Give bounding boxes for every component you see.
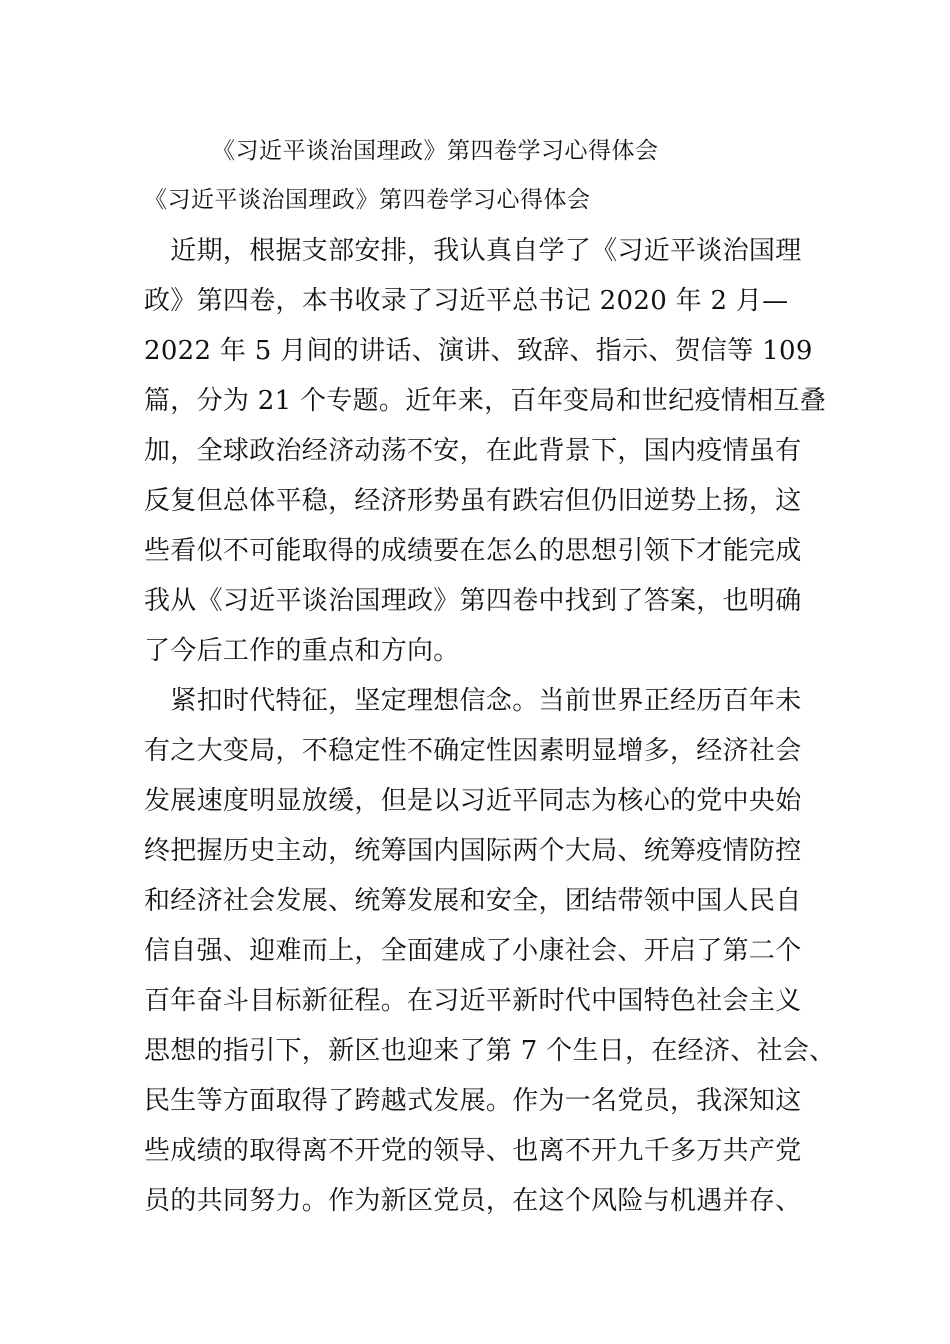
document-title: 《习近平谈治国理政》第四卷学习心得体会: [212, 138, 659, 164]
document-subtitle: 《习近平谈治国理政》第四卷学习心得体会: [144, 187, 591, 213]
body-line: 近期，根据支部安排，我认真自学了《习近平谈治国理: [144, 236, 802, 266]
body-line: 篇，分为 21 个专题。近年来，百年变局和世纪疫情相互叠: [144, 386, 827, 416]
body-line: 百年奋斗目标新征程。在习近平新时代中国特色社会主义: [144, 986, 802, 1016]
body-line: 终把握历史主动，统筹国内国际两个大局、统筹疫情防控: [144, 836, 802, 866]
body-line: 2022 年 5 月间的讲话、演讲、致辞、指示、贺信等 109: [144, 336, 813, 366]
body-line: 员的共同努力。作为新区党员，在这个风险与机遇并存、: [144, 1186, 802, 1216]
body-line: 我从《习近平谈治国理政》第四卷中找到了答案，也明确: [144, 586, 802, 616]
body-line: 紧扣时代特征，坚定理想信念。当前世界正经历百年未: [144, 686, 802, 716]
body-line: 了今后工作的重点和方向。: [144, 636, 460, 666]
body-line: 民生等方面取得了跨越式发展。作为一名党员，我深知这: [144, 1086, 802, 1116]
body-line: 信自强、迎难而上，全面建成了小康社会、开启了第二个: [144, 936, 802, 966]
body-line: 政》第四卷，本书收录了习近平总书记 2020 年 2 月—: [144, 286, 789, 316]
body-line: 思想的指引下，新区也迎来了第 7 个生日，在经济、社会、: [144, 1036, 836, 1066]
body-line: 有之大变局，不稳定性不确定性因素明显增多，经济社会: [144, 736, 802, 766]
body-line: 发展速度明显放缓，但是以习近平同志为核心的党中央始: [144, 786, 802, 816]
body-line: 些成绩的取得离不开党的领导、也离不开九千多万共产党: [144, 1136, 802, 1166]
body-line: 些看似不可能取得的成绩要在怎么的思想引领下才能完成: [144, 536, 802, 566]
body-line: 反复但总体平稳，经济形势虽有跌宕但仍旧逆势上扬，这: [144, 486, 802, 516]
body-line: 和经济社会发展、统筹发展和安全，团结带领中国人民自: [144, 886, 802, 916]
body-line: 加，全球政治经济动荡不安，在此背景下，国内疫情虽有: [144, 436, 802, 466]
